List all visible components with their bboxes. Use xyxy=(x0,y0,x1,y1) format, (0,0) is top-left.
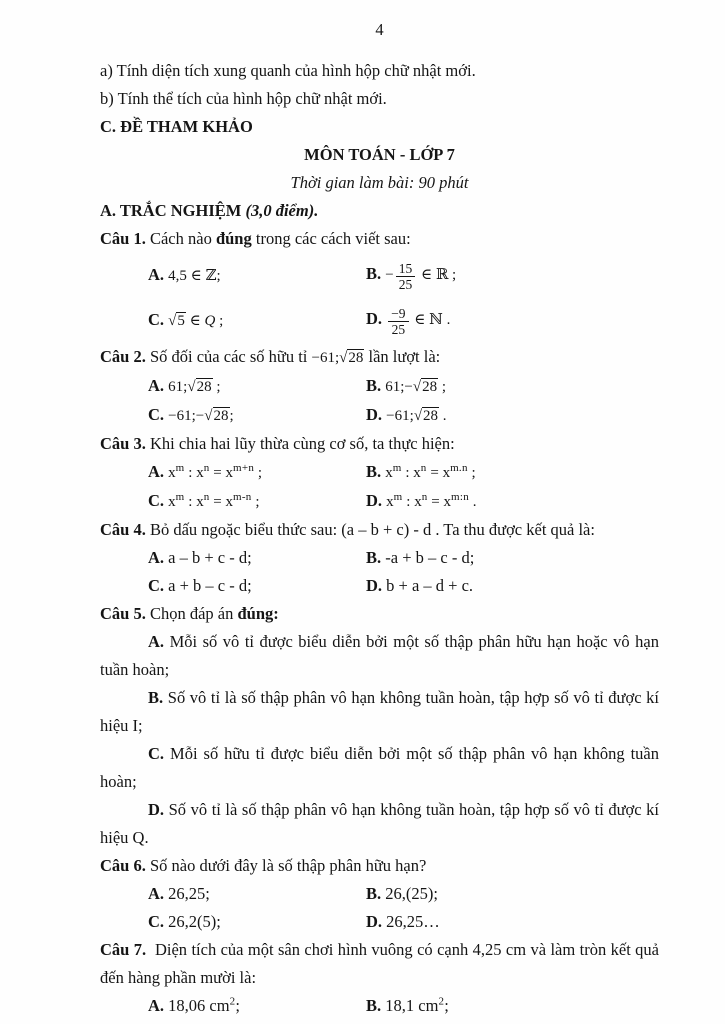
option-label: B. xyxy=(366,548,382,567)
option-label: A. xyxy=(148,884,165,903)
question-5-option-c xyxy=(100,740,659,796)
question-1-stem xyxy=(100,225,659,253)
option-text: a – b + c - d; xyxy=(168,548,252,567)
option-math xyxy=(386,306,451,337)
option-text: Số vô tỉ là số thập phân vô hạn không tuần hoàn, tập hợp số vô tỉ được kí hiệu Q. xyxy=(100,800,660,847)
option-label: A. xyxy=(148,996,165,1015)
option-math-pre: −61; xyxy=(386,408,414,424)
unit-exponent: 2 xyxy=(229,995,236,1008)
question-2-options-row-2 xyxy=(100,401,659,430)
option-label: A. xyxy=(148,265,165,284)
section-c-heading: C. ĐỀ THAM KHẢO xyxy=(100,117,253,136)
option-value: 18,1 cm xyxy=(385,996,439,1015)
question-6-stem-text: Số nào dưới đây là số thập phân hữu hạn? xyxy=(149,856,427,875)
stem-math-pre: −61; xyxy=(311,350,340,366)
option-label: C. xyxy=(148,405,165,424)
power-exponent: m+n xyxy=(232,462,255,474)
square-root xyxy=(413,378,438,395)
question-3-stem-text: Khi chia hai lũy thừa cùng cơ số, ta thực hiện: xyxy=(149,434,455,453)
option-math-tail: ∈ ℝ ; xyxy=(417,266,457,283)
element-of-sign: ∈ xyxy=(185,313,205,329)
question-2-stem-math xyxy=(312,349,365,366)
question-1-option-d xyxy=(366,304,659,337)
option-label: C. xyxy=(148,576,165,595)
question-1-option-a xyxy=(148,261,366,290)
question-6-option-a xyxy=(148,880,366,908)
option-math-tail: ; xyxy=(215,313,224,329)
question-1-options-row-1 xyxy=(100,253,659,298)
question-2-label: Câu 2. xyxy=(100,347,146,366)
option-math-pre: 61;− xyxy=(385,379,413,395)
question-6-option-d xyxy=(366,908,659,936)
question-7-option-b xyxy=(366,992,659,1020)
question-2-option-d xyxy=(366,401,659,430)
question-1-label: Câu 1. xyxy=(100,229,146,248)
power-eq: = x xyxy=(427,494,451,510)
square-root xyxy=(204,407,229,424)
option-math-tail: ; xyxy=(438,379,447,395)
question-3-option-a xyxy=(148,458,366,487)
power-exponent: m xyxy=(175,491,185,503)
question-1-stem-bold: đúng xyxy=(215,229,252,248)
option-text: 26,25… xyxy=(386,912,440,931)
radicand: 28 xyxy=(423,408,439,424)
option-math xyxy=(168,407,234,424)
power-mid: : x xyxy=(184,494,204,510)
option-label: C. xyxy=(148,912,165,931)
option-label: B. xyxy=(148,688,164,707)
question-2-stem-post: lần lượt là: xyxy=(364,347,441,366)
square-root xyxy=(414,407,439,424)
option-tail: ; xyxy=(444,996,449,1015)
question-1-stem-pre: Cách nào xyxy=(149,229,216,248)
question-6-stem xyxy=(100,852,659,880)
fraction xyxy=(388,306,408,337)
section-a-label: A. TRẮC NGHIỆM xyxy=(100,201,242,220)
option-math xyxy=(385,378,446,395)
option-label: C. xyxy=(148,491,165,510)
question-6-label: Câu 6. xyxy=(100,856,146,875)
question-5-label: Câu 5. xyxy=(100,604,146,623)
option-label: A. xyxy=(148,376,165,395)
power-base: x xyxy=(386,494,394,510)
fraction xyxy=(396,261,416,292)
option-label: B. xyxy=(366,884,382,903)
power-exponent: m-n xyxy=(232,491,252,503)
question-4-stem-text: Bỏ dấu ngoặc biểu thức sau: (a – b + c) - d . Ta thu được kết quả là: xyxy=(149,520,595,539)
option-math xyxy=(168,378,220,395)
option-math xyxy=(385,261,457,292)
power-eq: = x xyxy=(209,494,233,510)
question-2-options-row-1 xyxy=(100,372,659,401)
exam-duration: Thời gian làm bài: 90 phút xyxy=(290,173,469,192)
option-label: D. xyxy=(366,405,383,424)
radicand: 28 xyxy=(422,379,438,395)
radicand: 28 xyxy=(348,350,364,366)
radical-sign: √ xyxy=(204,408,213,424)
question-3-label: Câu 3. xyxy=(100,434,146,453)
question-1-options-row-2 xyxy=(100,298,659,343)
page-number: 4 xyxy=(375,20,384,39)
section-a-heading xyxy=(100,197,659,225)
question-5-stem-bold: đúng: xyxy=(237,604,279,623)
task-line-b: b) Tính thể tích của hình hộp chữ nhật mới. xyxy=(100,89,387,108)
question-4-option-c xyxy=(148,572,366,600)
power-exponent: m xyxy=(175,462,185,474)
question-5-option-d xyxy=(100,796,659,852)
option-label: D. xyxy=(366,576,383,595)
option-tail: ; xyxy=(235,996,240,1015)
question-6-options-row-1 xyxy=(100,880,659,908)
question-5-stem xyxy=(100,600,659,628)
power-base: x xyxy=(168,494,176,510)
question-4-option-d xyxy=(366,572,659,600)
question-3-option-b xyxy=(366,458,659,487)
question-5-option-a xyxy=(100,628,659,684)
option-label: B. xyxy=(366,996,382,1015)
square-root xyxy=(168,312,186,329)
power-mid: : x xyxy=(184,465,204,481)
power-exponent: m xyxy=(393,491,403,503)
radicand: 28 xyxy=(213,408,229,424)
question-2-stem-pre: Số đối của các số hữu tỉ xyxy=(149,347,312,366)
option-math xyxy=(168,462,263,481)
option-math xyxy=(386,407,446,424)
option-label: D. xyxy=(366,912,383,931)
question-7-stem-text: Diện tích của một sân chơi hình vuông có cạnh 4,25 cm và làm tròn kết quả đến hàng phần mười là: xyxy=(100,940,660,987)
power-exponent: n xyxy=(203,462,210,474)
question-1-option-c xyxy=(148,306,366,335)
set-symbol: Q xyxy=(204,313,216,329)
question-4-option-b xyxy=(366,544,659,572)
fraction-numerator: −9 xyxy=(388,306,408,322)
square-root xyxy=(339,349,364,366)
exam-title: MÔN TOÁN - LỚP 7 xyxy=(304,145,455,164)
question-3-option-d xyxy=(366,487,659,516)
option-math-pre: −61;− xyxy=(168,408,205,424)
question-3-options-row-1 xyxy=(100,458,659,487)
question-6-option-b xyxy=(366,880,659,908)
fraction-denominator: 25 xyxy=(398,277,413,292)
question-6-options-row-2 xyxy=(100,908,659,936)
radicand: 5 xyxy=(177,313,185,329)
power-mid: : x xyxy=(402,494,422,510)
question-3-option-c xyxy=(148,487,366,516)
option-label: C. xyxy=(148,744,165,763)
question-6-option-c xyxy=(148,908,366,936)
option-label: D. xyxy=(148,800,165,819)
option-label: B. xyxy=(366,462,382,481)
question-5-option-b xyxy=(100,684,659,740)
question-4-stem xyxy=(100,516,659,544)
question-7-label: Câu 7. xyxy=(100,940,147,959)
question-4-option-a xyxy=(148,544,366,572)
question-1-option-b xyxy=(366,259,659,292)
option-math xyxy=(385,462,476,481)
option-value: 18,06 cm xyxy=(168,996,230,1015)
power-eq: = x xyxy=(209,465,233,481)
radical-sign: √ xyxy=(339,350,348,366)
minus-sign: − xyxy=(385,266,394,283)
power-exponent: m xyxy=(392,462,402,474)
question-3-stem xyxy=(100,430,659,458)
radical-sign: √ xyxy=(168,313,177,329)
question-4-label: Câu 4. xyxy=(100,520,146,539)
unit-exponent: 2 xyxy=(438,995,445,1008)
fraction-denominator: 25 xyxy=(391,322,406,337)
option-label: B. xyxy=(366,376,382,395)
option-text: Số vô tỉ là số thập phân vô hạn không tuần hoàn, tập hợp số vô tỉ được kí hiệu I; xyxy=(100,688,660,735)
option-text: Mỗi số vô tỉ được biểu diễn bởi một số thập phân hữu hạn hoặc vô hạn tuần hoàn; xyxy=(100,632,659,679)
power-exponent: n xyxy=(421,491,428,503)
question-1-stem-post: trong các cách viết sau: xyxy=(251,229,411,248)
power-base: x xyxy=(168,465,176,481)
option-math-tail: ; xyxy=(467,465,476,481)
question-3-options-row-2 xyxy=(100,487,659,516)
question-4-options-row-1 xyxy=(100,544,659,572)
option-text: b + a – d + c. xyxy=(386,576,474,595)
option-label: C. xyxy=(148,310,165,329)
question-5-stem-pre: Chọn đáp án xyxy=(149,604,238,623)
task-line-a: a) Tính diện tích xung quanh của hình hộp chữ nhật mới. xyxy=(100,61,476,80)
question-2-option-b xyxy=(366,372,659,401)
question-2-option-c xyxy=(148,401,366,430)
option-label: A. xyxy=(148,462,165,481)
option-text: 26,(25); xyxy=(385,884,438,903)
option-label: B. xyxy=(366,263,382,283)
option-math: 4,5 ∈ ℤ; xyxy=(168,268,221,284)
question-7-options-row-1 xyxy=(100,992,659,1020)
square-root xyxy=(187,378,212,395)
option-text: Mỗi số hữu tỉ được biểu diễn bởi một số thập phân vô hạn không tuần hoàn; xyxy=(100,744,659,791)
power-exponent: n xyxy=(420,462,427,474)
question-7-option-a xyxy=(148,992,366,1020)
option-math-tail: ; xyxy=(251,494,260,510)
question-2-stem xyxy=(100,343,659,372)
option-label: A. xyxy=(148,632,165,651)
power-exponent: m.n xyxy=(450,462,468,474)
power-mid: : x xyxy=(401,465,421,481)
section-a-points: (3,0 điểm). xyxy=(245,201,319,220)
option-math-tail: ; xyxy=(229,408,234,424)
option-math xyxy=(168,312,223,329)
option-math xyxy=(386,491,477,510)
option-text: 26,25; xyxy=(168,884,210,903)
question-4-options-row-2 xyxy=(100,572,659,600)
radicand: 28 xyxy=(196,379,212,395)
power-exponent: n xyxy=(203,491,210,503)
question-7-stem xyxy=(100,936,659,992)
option-math-tail: ; xyxy=(254,465,263,481)
option-math-tail: . xyxy=(439,408,447,424)
question-2-option-a xyxy=(148,372,366,401)
option-text: 26,2(5); xyxy=(168,912,221,931)
option-label: D. xyxy=(366,491,383,510)
option-label: D. xyxy=(366,308,383,328)
radical-sign: √ xyxy=(412,379,422,395)
option-text: a + b – c - d; xyxy=(168,576,252,595)
option-math xyxy=(168,491,260,510)
radical-sign: √ xyxy=(187,379,196,395)
power-eq: = x xyxy=(426,465,451,481)
option-math-tail: ∈ ℕ . xyxy=(410,311,451,328)
option-math-pre: 61; xyxy=(168,379,188,395)
option-label: A. xyxy=(148,548,165,567)
fraction-numerator: 15 xyxy=(396,261,416,277)
option-math-tail: . xyxy=(469,494,477,510)
option-math-tail: ; xyxy=(212,379,221,395)
power-exponent: m:n xyxy=(450,491,469,503)
radical-sign: √ xyxy=(413,408,423,424)
option-text: -a + b – c - d; xyxy=(385,548,475,567)
power-base: x xyxy=(385,465,393,481)
